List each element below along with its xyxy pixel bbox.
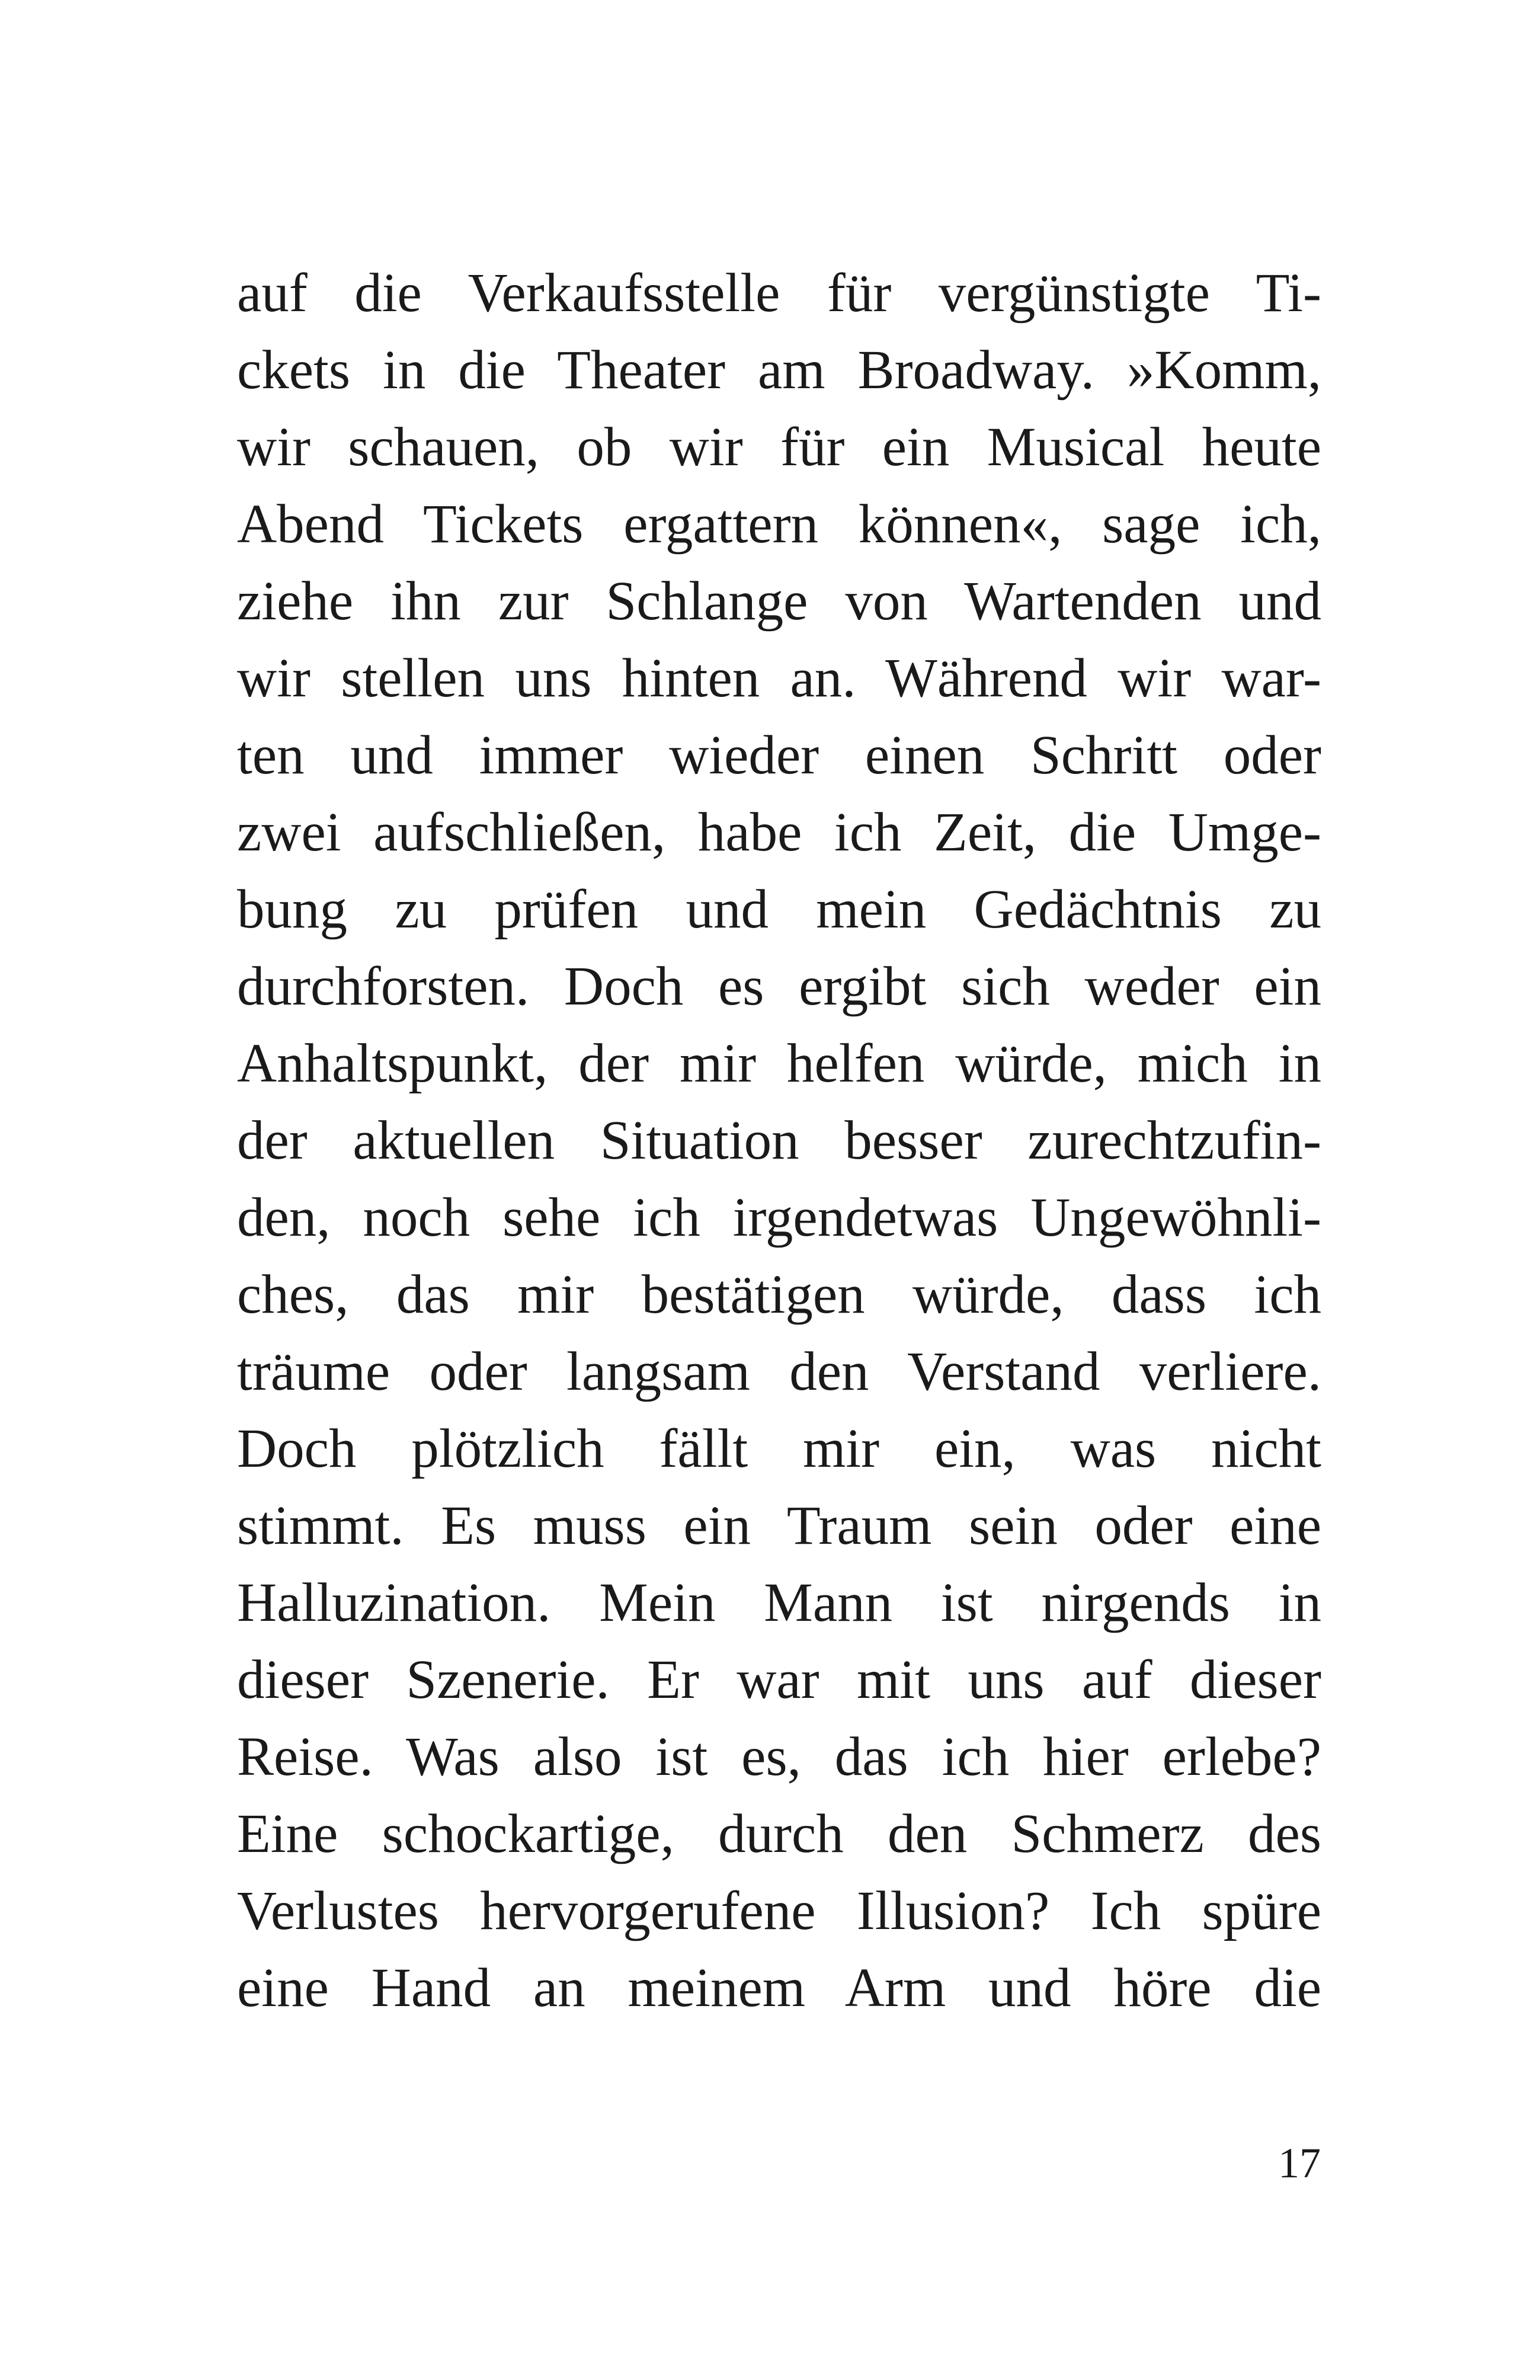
text-line: eine Hand an meinem Arm und höre die	[237, 1957, 1321, 2018]
text-line: Reise. Was also ist es, das ich hier erlebe?	[237, 1726, 1321, 1787]
text-line: bung zu prüfen und mein Gedächtnis zu	[237, 879, 1321, 940]
text-line: der aktuellen Situation besser zurechtzufin-	[237, 1110, 1321, 1171]
text-line: zwei aufschließen, habe ich Zeit, die Umge-	[237, 802, 1321, 863]
text-line: Halluzination. Mein Mann ist nirgends in	[237, 1572, 1321, 1633]
text-line: ten und immer wieder einen Schritt oder	[237, 725, 1321, 786]
text-line: ziehe ihn zur Schlange von Wartenden und	[237, 571, 1321, 632]
text-line: wir schauen, ob wir für ein Musical heute	[237, 417, 1321, 478]
text-line: Eine schockartige, durch den Schmerz des	[237, 1803, 1321, 1864]
text-line: ches, das mir bestätigen würde, dass ich	[237, 1264, 1321, 1325]
body-text	[237, 255, 1321, 2027]
text-line: wir stellen uns hinten an. Während wir war-	[237, 648, 1321, 709]
text-line: dieser Szenerie. Er war mit uns auf dieser	[237, 1649, 1321, 1710]
text-line: stimmt. Es muss ein Traum sein oder eine	[237, 1495, 1321, 1556]
text-line: ckets in die Theater am Broadway. »Komm,	[237, 340, 1321, 401]
text-line: auf die Verkaufsstelle für vergünstigte Ti-	[237, 263, 1321, 324]
text-line: Verlustes hervorgerufene Illusion? Ich spüre	[237, 1880, 1321, 1941]
page-number: 17	[1278, 2139, 1321, 2187]
text-line: Doch plötzlich fällt mir ein, was nicht	[237, 1418, 1321, 1479]
text-line: Anhaltspunkt, der mir helfen würde, mich in	[237, 1033, 1321, 1094]
text-line: durchforsten. Doch es ergibt sich weder ein	[237, 956, 1321, 1017]
text-line: Abend Tickets ergattern können«, sage ich,	[237, 494, 1321, 555]
text-line: den, noch sehe ich irgendetwas Ungewöhnli-	[237, 1187, 1321, 1248]
text-line: träume oder langsam den Verstand verliere.	[237, 1341, 1321, 1402]
